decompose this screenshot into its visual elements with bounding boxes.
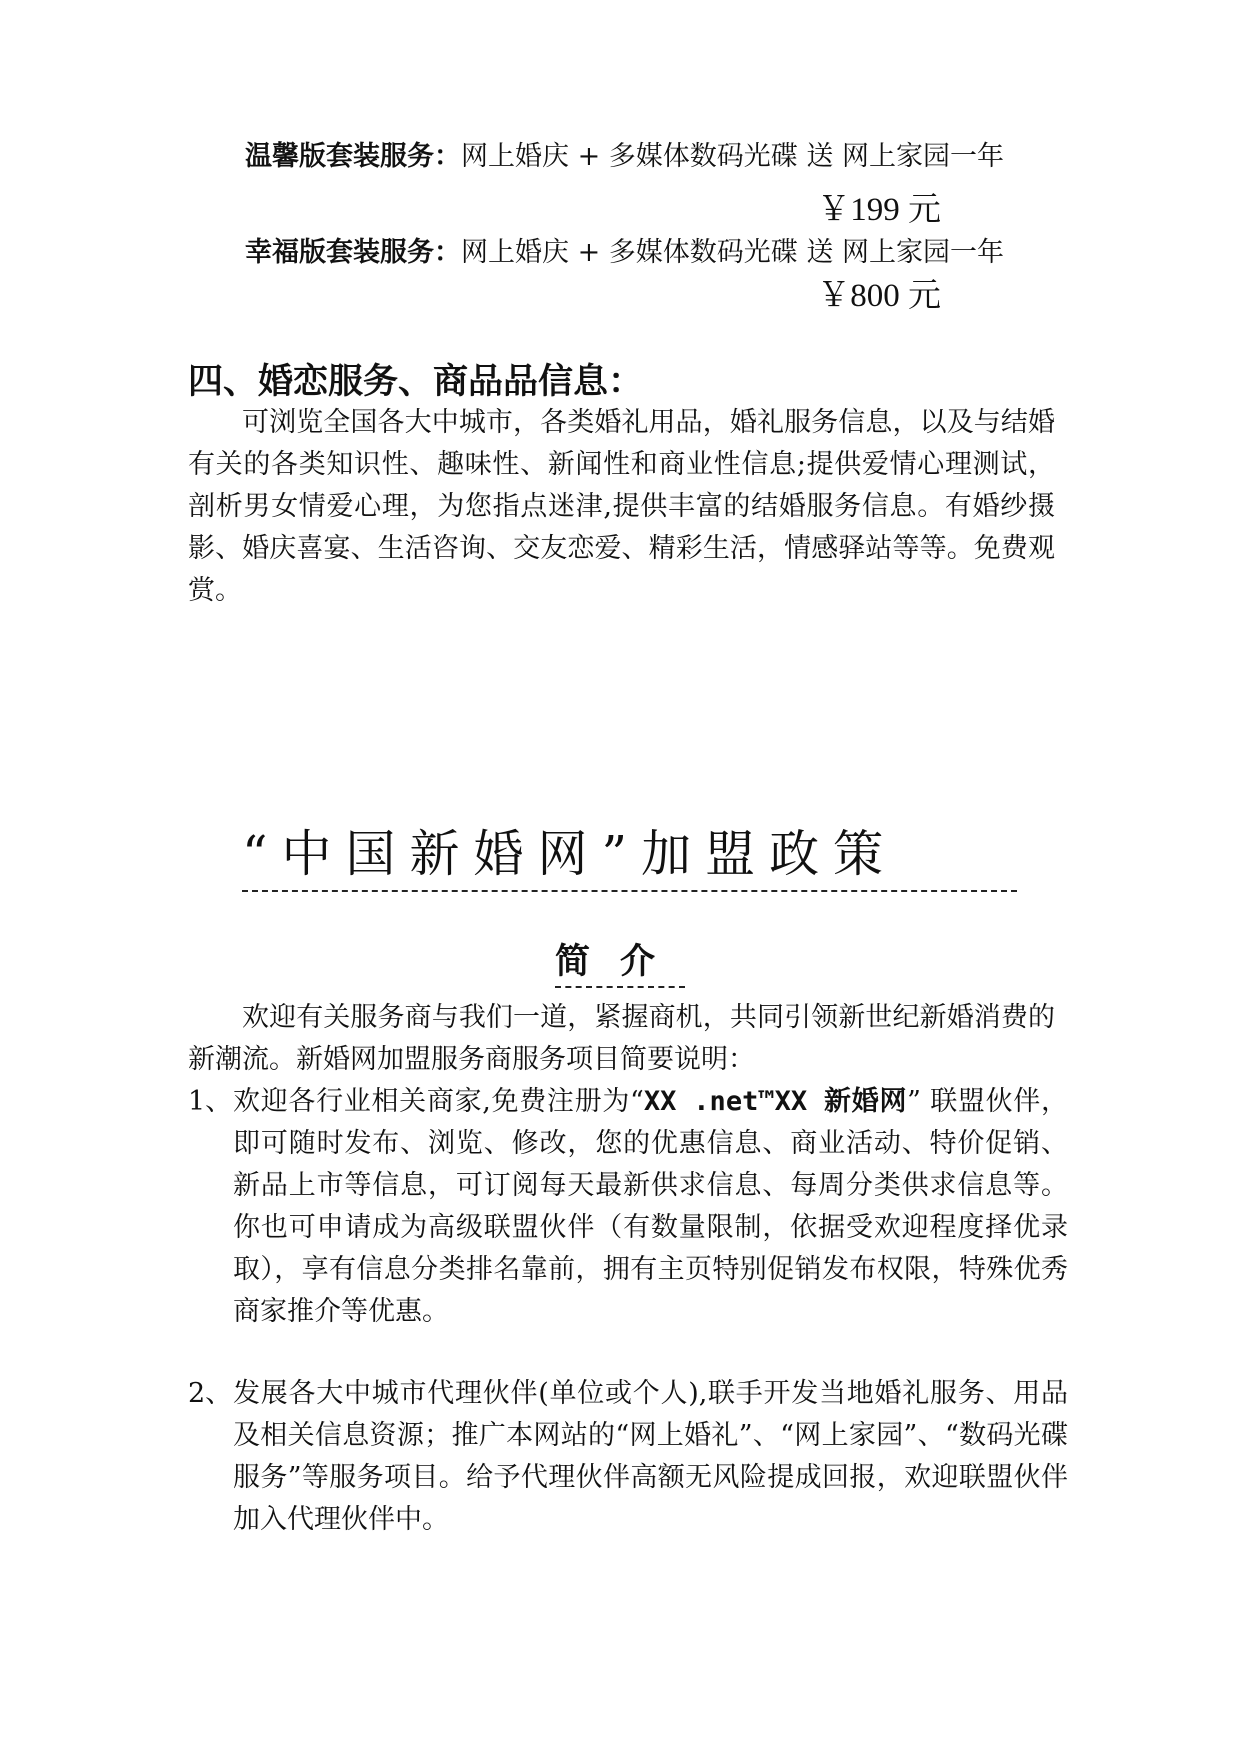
brand-name: XX .net™XX 新婚网 (643, 1086, 908, 1117)
package-happy-label: 幸福版套装服务： (245, 237, 461, 268)
policy-title: “中国新婚网”加盟政策 (242, 824, 1017, 892)
policy-intro: 欢迎有关服务商与我们一道，紧握商机，共同引领新世纪新婚消费的新潮流。新婚网加盟服务商服务项目简要说明： (188, 1002, 1055, 1075)
package-happy-desc: 网上婚庆 + 多媒体数码光碟 送 网上家园一年 (461, 237, 1004, 268)
policy-subtitle: 简介 (555, 940, 685, 988)
package-warm-desc: 网上婚庆 + 多媒体数码光碟 送 网上家园一年 (461, 141, 1004, 172)
policy-item-1 (188, 1081, 1068, 1333)
package-warm-label: 温馨版套装服务： (245, 141, 461, 172)
item-number: 2、 (188, 1378, 233, 1409)
package-warm (245, 139, 1004, 175)
policy-item-2 (188, 1373, 1068, 1541)
item-body (233, 1081, 1068, 1333)
package-happy-price: ￥800 元 (817, 278, 941, 314)
section4-heading: 四、婚恋服务、商品品信息： (188, 361, 644, 402)
item-number: 1、 (188, 1086, 233, 1117)
package-warm-price: ￥199 元 (817, 192, 941, 228)
item-text-post: ” 联盟伙伴，即可随时发布、浏览、修改，您的优惠信息、商业活动、特价促销、新品上市等信息，可订阅每天最新供求信息、每周分类供求信息等。你也可申请成为高级联盟伙伴（有数量限制，依据受欢迎程度择优录取），享有信息分类排名靠前，拥有主页特别促销发布权限，特殊优秀商家推介等优惠。 (233, 1086, 1069, 1327)
section4-body: 可浏览全国各大中城市，各类婚礼用品，婚礼服务信息，以及与结婚有关的各类知识性、趣味性、新闻性和商业性信息;提供爱情心理测试，剖析男女情爱心理，为您指点迷津,提供丰富的结婚服务信息。有婚纱摄影、婚庆喜宴、生活咨询、交友恋爱、精彩生活，情感驿站等等。免费观赏。 (188, 407, 1055, 606)
package-happy (245, 235, 1004, 271)
item-body: 发展各大中城市代理伙伴(单位或个人),联手开发当地婚礼服务、用品及相关信息资源；推广本网站的“网上婚礼”、“网上家园”、“数码光碟服务”等服务项目。给予代理伙伴高额无风险提成回报，欢迎联盟伙伴加入代理伙伴中。 (233, 1378, 1068, 1535)
item-text-pre: 欢迎各行业相关商家,免费注册为“ (233, 1086, 644, 1117)
